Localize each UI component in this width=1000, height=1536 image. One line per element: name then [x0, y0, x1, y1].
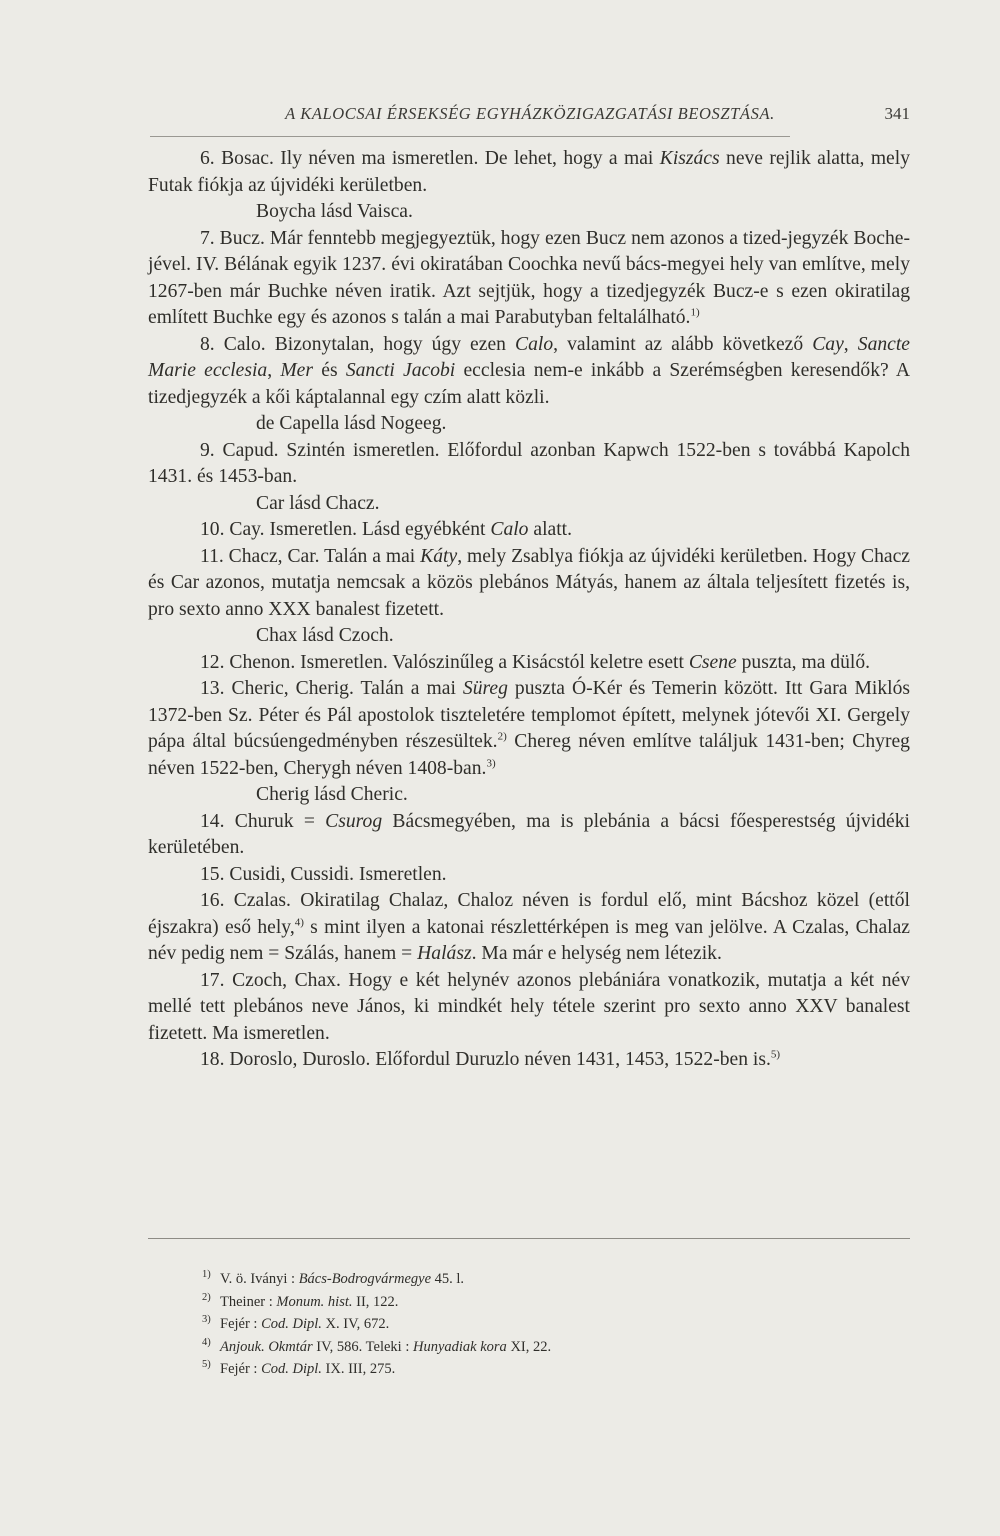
header-title: A KALOCSAI ÉRSEKSÉG EGYHÁZKÖZIGAZGATÁSI BEOSZTÁSA. — [285, 104, 775, 123]
text-run: s mint ilyen a katonai részlettérképen is meg van jelölve. A Czalas, Chalaz név pedig nem = Szálás, hanem = — [148, 916, 910, 964]
text-run: neve rejlik alatta, mely Futak fiókja az újvidéki kerületben. — [148, 148, 910, 196]
text-run: 16. Czalas. Okiratilag Chalaz, Chaloz néven is fordul elő, mint Bácshoz közel (ettől éjszakra) eső hely, — [148, 890, 910, 938]
cross-reference — [148, 491, 910, 518]
text-run: , — [843, 333, 858, 355]
text-run: 15. Cusidi, Cussidi. Ismeretlen. — [200, 863, 447, 885]
italic-text: Halász — [417, 943, 472, 964]
footnote-rule — [148, 1238, 910, 1239]
italic-text: Calo — [490, 519, 529, 540]
text-run: 6. Bosac. Ily néven ma ismeretlen. De lehet, hogy a mai — [200, 148, 660, 169]
footnotes — [202, 1268, 762, 1381]
text-run: de Capella lásd Nogeeg. — [256, 413, 447, 434]
text-run: X. IV, 672. — [321, 1316, 390, 1332]
italic-text: Hunyadiak kora — [412, 1338, 507, 1355]
cross-reference — [148, 623, 910, 650]
text-run: 11. Chacz, Car. Talán a mai — [200, 545, 421, 567]
text-run: Fejér : — [220, 1316, 262, 1332]
italic-text: Sancte Marie ecclesia — [148, 333, 910, 381]
text-run: Bácsmegyében, ma is plebánia a bácsi főesperestség újvidéki kerületében. — [148, 810, 910, 858]
body-text — [148, 146, 910, 1074]
text-run: Chereg néven említve találjuk 1431-ben; Chyreg néven 1522-ben, Cherygh néven 1408-ban. — [148, 731, 910, 779]
cross-reference — [148, 411, 910, 438]
footnote: 2) Theiner : Monum. hist. II, 122. — [202, 1291, 399, 1310]
text-run: XI, 22. — [506, 1338, 552, 1355]
italic-text: Sancti Jacobi — [345, 360, 456, 381]
entry-paragraph — [148, 862, 910, 889]
page-number: 341 — [884, 104, 910, 123]
text-run: 8. Calo. Bizonytalan, hogy úgy ezen — [200, 333, 516, 355]
text-run: alatt. — [528, 519, 573, 540]
text-run: puszta Ó-Kér és Temerin között. Itt Gara Miklós 1372-ben Sz. Péter és Pál apostolok tiszteletére templomot épített, melynek jótevői XI. Gergely pápa által búcsúengedményben részesültek. — [148, 678, 910, 752]
footnote-ref: 3) — [486, 756, 496, 769]
text-run: Boycha lásd Vaisca. — [256, 201, 413, 222]
italic-text: Süreg — [462, 678, 508, 699]
text-run: Cherig lásd Cheric. — [256, 784, 408, 805]
text-run: Fejér : — [220, 1361, 262, 1377]
text-run: . Ma már e helység nem létezik. — [471, 943, 722, 964]
text-run: V. ö. Iványi : — [220, 1271, 299, 1287]
header-rule — [150, 136, 790, 137]
text-run: puszta, ma dülő. — [736, 651, 871, 673]
entry-paragraph — [148, 544, 910, 624]
footnote: 3) Fejér : Cod. Dipl. X. IV, 672. — [202, 1314, 390, 1332]
italic-text: Káty — [420, 545, 458, 567]
text-run: , — [267, 360, 281, 381]
text-run: 13. Cheric, Cherig. Talán a mai — [200, 678, 463, 699]
text-run: 9. Capud. Szintén ismeretlen. Előfordul azonban Kapwch 1522-ben s továbbá Kapolch 1431. és 1453-ban. — [148, 439, 910, 487]
entry-paragraph — [148, 1047, 910, 1074]
entry-paragraph — [148, 517, 910, 544]
italic-text: Kiszács — [659, 148, 720, 169]
text-run: 7. Bucz. Már fenntebb megjegyeztük, hogy ezen Bucz nem azonos a tized-jegyzék Boche-jével. IV. Bélának egyik 1237. évi okiratában Coochka nevű bács-megyei hely van említve, mely 1267-ben már Buchke néven iratik. Azt sejtjük, hogy a tizedjegyzék Bucz-e s ezen okiratilag említett Buchke egy és azonos s talán a mai Parabutyban feltalálható. — [148, 227, 910, 328]
text-run: 17. Czoch, Chax. Hogy e két helynév azonos plebániára vonatkozik, mutatja a két név mellé tett plebános neve János, ki mindkét hely tétele szerint pro sexto anno XXV banalest fizetett. Ma ismeretlen. — [148, 969, 910, 1044]
italic-text: Bács-Bodrogvármegye — [298, 1271, 432, 1287]
italic-text: Cod. Dipl. — [261, 1361, 322, 1377]
text-run: II, 122. — [352, 1293, 399, 1310]
entry-paragraph — [148, 888, 910, 968]
italic-text: Monum. hist. — [276, 1293, 353, 1310]
running-header — [150, 98, 910, 132]
entry-paragraph — [148, 226, 910, 332]
text-run: IV, 586. Teleki : — [312, 1338, 413, 1355]
text-run: 18. Doroslo, Duroslo. Előfordul Duruzlo néven 1431, 1453, 1522-ben is. — [200, 1049, 771, 1070]
italic-text: Csene — [688, 651, 737, 673]
entry-paragraph — [148, 332, 910, 412]
entry-paragraph — [148, 809, 910, 862]
entry-paragraph — [148, 968, 910, 1048]
entry-paragraph — [148, 650, 910, 677]
italic-text: Cay — [812, 333, 844, 355]
text-run: 10. Cay. Ismeretlen. Lásd egyébként — [200, 519, 491, 540]
footnote: 4) Anjouk. Okmtár IV, 586. Teleki : Hunyadiak kora XI, 22. — [202, 1336, 552, 1355]
footnote: 1) V. ö. Iványi : Bács-Bodrogvármegye 45. l. — [202, 1269, 465, 1287]
italic-text: Cod. Dipl. — [261, 1316, 322, 1332]
text-run: és — [313, 360, 346, 381]
text-run: Car lásd Chacz. — [256, 492, 380, 514]
italic-text: Calo — [515, 333, 554, 355]
text-run: , valamint az alább következő — [553, 333, 813, 355]
italic-text: Anjouk. Okmtár — [220, 1338, 313, 1355]
text-run: IX. III, 275. — [321, 1361, 396, 1377]
text-run: ecclesia nem-e inkább a Szerémségben keresendők? A tizedjegyzék a kői káptalannal egy czím alatt közli. — [148, 360, 910, 408]
footnote-ref: 2) — [497, 730, 507, 743]
text-run: 14. Churuk = — [200, 810, 326, 832]
text-run: Theiner : — [220, 1293, 277, 1310]
text-run: Chax lásd Czoch. — [256, 625, 394, 646]
footnote-ref: 5) — [770, 1048, 781, 1061]
footnote-ref: 4) — [294, 915, 304, 928]
entry-paragraph — [148, 676, 910, 782]
entry-paragraph — [148, 146, 910, 199]
footnote: 5) Fejér : Cod. Dipl. IX. III, 275. — [202, 1359, 396, 1377]
text-run: , mely Zsablya fiókja az újvidéki kerületben. Hogy Chacz és Car azonos, mutatja nemcsak a közös plebános Mátyás, hanem az általa teljesített fizetés is, pro sexto anno XXX banalest fizetett. — [148, 545, 910, 620]
cross-reference — [148, 782, 910, 809]
italic-text: Mer — [280, 360, 314, 381]
cross-reference — [148, 199, 910, 226]
text-run: 12. Chenon. Ismeretlen. Valószinűleg a Kisácstól keletre esett — [200, 651, 689, 673]
footnote-ref: 1) — [690, 306, 700, 319]
entry-paragraph — [148, 438, 910, 491]
text-run: 45. l. — [431, 1271, 465, 1287]
italic-text: Csurog — [325, 810, 383, 832]
